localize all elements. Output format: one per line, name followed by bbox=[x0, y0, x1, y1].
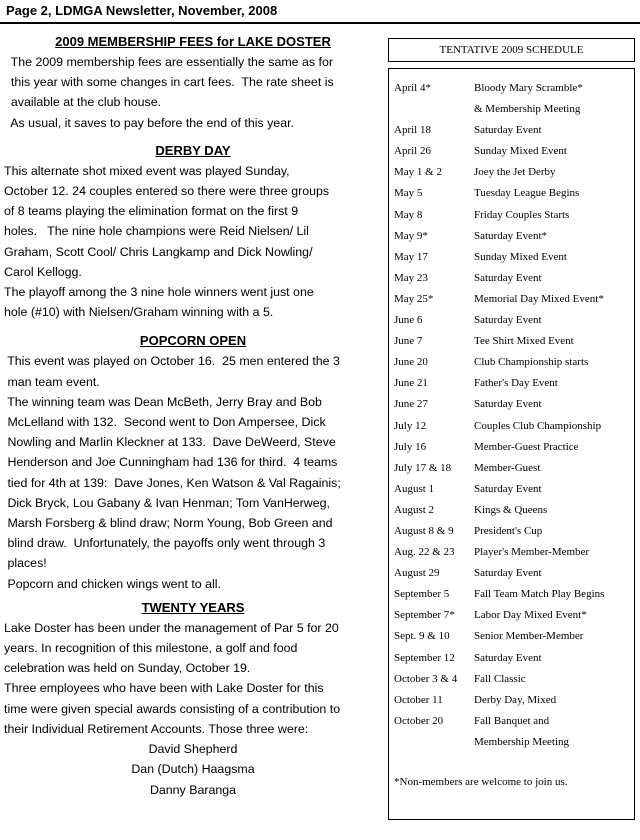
popcorn-line: Dick Bryck, Lou Gabany & Ivan Henman; Tom VanHerweg, bbox=[4, 495, 330, 510]
schedule-date: August 1 bbox=[394, 482, 435, 495]
schedule-row bbox=[394, 120, 634, 141]
schedule-row bbox=[394, 479, 634, 500]
popcorn-line: The winning team was Dean McBeth, Jerry Bray and Bob bbox=[4, 394, 322, 409]
schedule-event: Fall Banquet and bbox=[474, 714, 550, 727]
schedule-row bbox=[394, 289, 634, 310]
articles-column bbox=[4, 34, 382, 800]
schedule-row bbox=[394, 542, 634, 563]
schedule-event: Club Championship starts bbox=[474, 356, 589, 369]
schedule-event: Player's Member-Member bbox=[474, 546, 590, 559]
schedule-row bbox=[394, 521, 634, 542]
fees-line: this year with some changes in cart fees. The rate sheet is bbox=[4, 75, 334, 90]
schedule-row bbox=[394, 563, 634, 584]
schedule-event: Bloody Mary Scramble* bbox=[474, 82, 583, 94]
schedule-event: Sunday Mixed Event bbox=[474, 145, 567, 158]
schedule-event: Fall Classic bbox=[474, 672, 526, 685]
twenty-line: Lake Doster has been under the management of Par 5 for 20 bbox=[4, 620, 339, 635]
schedule-date: July 17 & 18 bbox=[394, 461, 452, 474]
schedule-row bbox=[394, 373, 634, 394]
schedule-date: July 16 bbox=[394, 440, 427, 453]
popcorn-line: Popcorn and chicken wings went to all. bbox=[4, 576, 221, 591]
schedule-date: May 9* bbox=[394, 229, 428, 242]
derby-line: Carol Kellogg. bbox=[4, 264, 82, 279]
schedule-row bbox=[394, 711, 634, 732]
honoree-name: David Shepherd bbox=[148, 742, 238, 757]
schedule-event: Saturday Event bbox=[474, 651, 542, 664]
fees-line: The 2009 membership fees are essentially the same as for bbox=[4, 55, 333, 69]
derby-line: hole (#10) with Nielsen/Graham winning with a 5. bbox=[4, 305, 274, 320]
schedule-event: Friday Couples Starts bbox=[474, 208, 570, 221]
schedule-date: August 2 bbox=[394, 503, 435, 516]
schedule-event: Saturday Event bbox=[474, 398, 542, 411]
schedule-event: Member-Guest Practice bbox=[474, 440, 579, 453]
schedule-date: Aug. 22 & 23 bbox=[394, 546, 455, 559]
schedule-event: Saturday Event bbox=[474, 314, 542, 327]
schedule-footnote: *Non-members are welcome to join us. bbox=[394, 776, 568, 788]
schedule-row bbox=[394, 162, 634, 183]
twenty-title: TWENTY YEARS bbox=[141, 599, 245, 615]
schedule-row bbox=[394, 183, 634, 204]
derby-line: The playoff among the 3 nine hole winners went just one bbox=[4, 285, 314, 300]
twenty-body bbox=[4, 618, 382, 739]
schedule-row bbox=[394, 458, 634, 479]
schedule-event: Father's Day Event bbox=[474, 377, 558, 390]
schedule-row bbox=[394, 268, 634, 289]
schedule-event: Memorial Day Mixed Event* bbox=[474, 292, 604, 305]
schedule-row bbox=[394, 394, 634, 415]
schedule-date: June 27 bbox=[394, 398, 428, 411]
schedule-row bbox=[394, 141, 634, 162]
schedule-row bbox=[394, 310, 634, 331]
derby-title: DERBY DAY bbox=[155, 142, 231, 158]
schedule-date: October 11 bbox=[394, 693, 443, 706]
page-header: Page 2, LDMGA Newsletter, November, 2008 bbox=[6, 3, 278, 18]
schedule-date: May 1 & 2 bbox=[394, 166, 442, 179]
derby-line: of 8 teams playing the elimination format on the first 9 bbox=[4, 204, 299, 219]
popcorn-line: places! bbox=[4, 556, 47, 571]
popcorn-title: POPCORN OPEN bbox=[139, 333, 247, 349]
twenty-line: celebration was held on Sunday, October 19. bbox=[4, 661, 251, 676]
derby-line: This alternate shot mixed event was played Sunday, bbox=[4, 163, 290, 178]
popcorn-body bbox=[4, 351, 382, 593]
schedule-event: Derby Day, Mixed bbox=[474, 693, 557, 706]
schedule-event: Joey the Jet Derby bbox=[474, 166, 556, 179]
schedule-date: September 5 bbox=[394, 588, 450, 601]
popcorn-line: tied for 4th at 139: Dave Jones, Ken Watson & Val Ragainis; bbox=[4, 475, 341, 490]
schedule-event: Kings & Queens bbox=[474, 503, 548, 516]
schedule-row bbox=[394, 732, 634, 753]
schedule-row bbox=[394, 626, 634, 647]
twenty-line: Three employees who have been with Lake Doster for this bbox=[4, 681, 324, 696]
derby-body bbox=[4, 161, 382, 323]
schedule-row bbox=[394, 99, 634, 120]
schedule-row bbox=[394, 78, 634, 99]
schedule-date: May 17 bbox=[394, 250, 428, 263]
schedule-date: June 21 bbox=[394, 377, 428, 390]
popcorn-line: blind draw. Unfortunately, the payoffs only went through 3 bbox=[4, 536, 326, 551]
popcorn-line: Henderson and Joe Cunningham had 136 for third. 4 teams bbox=[4, 455, 338, 470]
schedule-event: Tee Shirt Mixed Event bbox=[474, 335, 574, 348]
schedule-date: May 23 bbox=[394, 271, 428, 284]
header-rule bbox=[0, 22, 640, 24]
twenty-line: their Individual Retirement Accounts. Those three were: bbox=[4, 721, 309, 736]
schedule-event: Saturday Event bbox=[474, 567, 542, 580]
schedule-row bbox=[394, 605, 634, 626]
schedule-date: April 4* bbox=[394, 82, 431, 94]
schedule-list bbox=[394, 78, 634, 753]
schedule-date: September 12 bbox=[394, 651, 455, 664]
schedule-date: May 5 bbox=[394, 187, 423, 200]
schedule-event: Saturday Event bbox=[474, 482, 542, 495]
schedule-row bbox=[394, 331, 634, 352]
popcorn-line: man team event. bbox=[4, 374, 100, 389]
schedule-date: September 7* bbox=[394, 609, 455, 622]
honoree-name: Dan (Dutch) Haagsma bbox=[131, 762, 255, 777]
schedule-event: Fall Team Match Play Begins bbox=[474, 588, 605, 601]
schedule-event: Labor Day Mixed Event* bbox=[474, 609, 587, 622]
fees-line: As usual, it saves to pay before the end of this year. bbox=[4, 115, 294, 130]
schedule-row bbox=[394, 648, 634, 669]
schedule-event: Saturday Event* bbox=[474, 229, 548, 242]
schedule-event: Saturday Event bbox=[474, 124, 542, 137]
schedule-box bbox=[388, 68, 635, 820]
schedule-date: April 18 bbox=[394, 124, 431, 137]
schedule-event: Senior Member-Member bbox=[474, 630, 584, 643]
schedule-event: Saturday Event bbox=[474, 271, 542, 284]
schedule-event: Membership Meeting bbox=[474, 735, 570, 748]
schedule-date bbox=[394, 732, 474, 753]
schedule-date: May 25* bbox=[394, 292, 434, 305]
schedule-row bbox=[394, 584, 634, 605]
fees-title: 2009 MEMBERSHIP FEES for LAKE DOSTER bbox=[55, 34, 331, 49]
twenty-line: years. In recognition of this milestone, a golf and food bbox=[4, 641, 298, 656]
popcorn-line: McLelland with 132. Second went to Don Ampersee, Dick bbox=[4, 415, 326, 430]
schedule-date: October 3 & 4 bbox=[394, 672, 458, 685]
schedule-date: July 12 bbox=[394, 419, 427, 432]
schedule-row bbox=[394, 205, 634, 226]
schedule-date: Sept. 9 & 10 bbox=[394, 630, 450, 643]
schedule-title: TENTATIVE 2009 SCHEDULE bbox=[388, 38, 635, 62]
derby-line: Graham, Scott Cool/ Chris Langkamp and Dick Nowling/ bbox=[4, 244, 313, 259]
derby-line: holes. The nine hole champions were Reid Nielsen/ Lil bbox=[4, 224, 309, 239]
twenty-line: time were given special awards consisting of a contribution to bbox=[4, 701, 341, 716]
schedule-event: Member-Guest bbox=[474, 461, 541, 474]
schedule-event: Couples Club Championship bbox=[474, 419, 602, 432]
fees-body bbox=[4, 52, 382, 133]
derby-line: October 12. 24 couples entered so there were three groups bbox=[4, 184, 330, 199]
schedule-row bbox=[394, 416, 634, 437]
schedule-date bbox=[394, 99, 474, 120]
schedule-date: June 6 bbox=[394, 314, 423, 327]
schedule-row bbox=[394, 352, 634, 373]
honoree-name: Danny Baranga bbox=[149, 782, 237, 797]
schedule-date: June 7 bbox=[394, 335, 423, 348]
schedule-row bbox=[394, 690, 634, 711]
schedule-row bbox=[394, 247, 634, 268]
schedule-date: June 20 bbox=[394, 356, 428, 369]
popcorn-line: Nowling and Marlin Kleckner at 133. Dave DeWeerd, Steve bbox=[4, 435, 336, 450]
schedule-date: May 8 bbox=[394, 208, 423, 221]
schedule-date: August 29 bbox=[394, 567, 440, 580]
schedule-row bbox=[394, 437, 634, 458]
schedule-event: Tuesday League Begins bbox=[474, 187, 580, 200]
schedule-date: October 20 bbox=[394, 714, 444, 727]
popcorn-line: Marsh Forsberg & blind draw; Norm Young, Bob Green and bbox=[4, 516, 333, 531]
schedule-row bbox=[394, 226, 634, 247]
fees-line: available at the club house. bbox=[4, 95, 162, 110]
schedule-row bbox=[394, 500, 634, 521]
schedule-event: President's Cup bbox=[474, 524, 543, 537]
schedule-date: August 8 & 9 bbox=[394, 524, 454, 537]
schedule-event: & Membership Meeting bbox=[474, 103, 581, 116]
schedule-event: Sunday Mixed Event bbox=[474, 250, 567, 263]
schedule-row bbox=[394, 669, 634, 690]
schedule-date: April 26 bbox=[394, 145, 431, 158]
popcorn-line: This event was played on October 16. 25 men entered the 3 bbox=[4, 354, 340, 369]
